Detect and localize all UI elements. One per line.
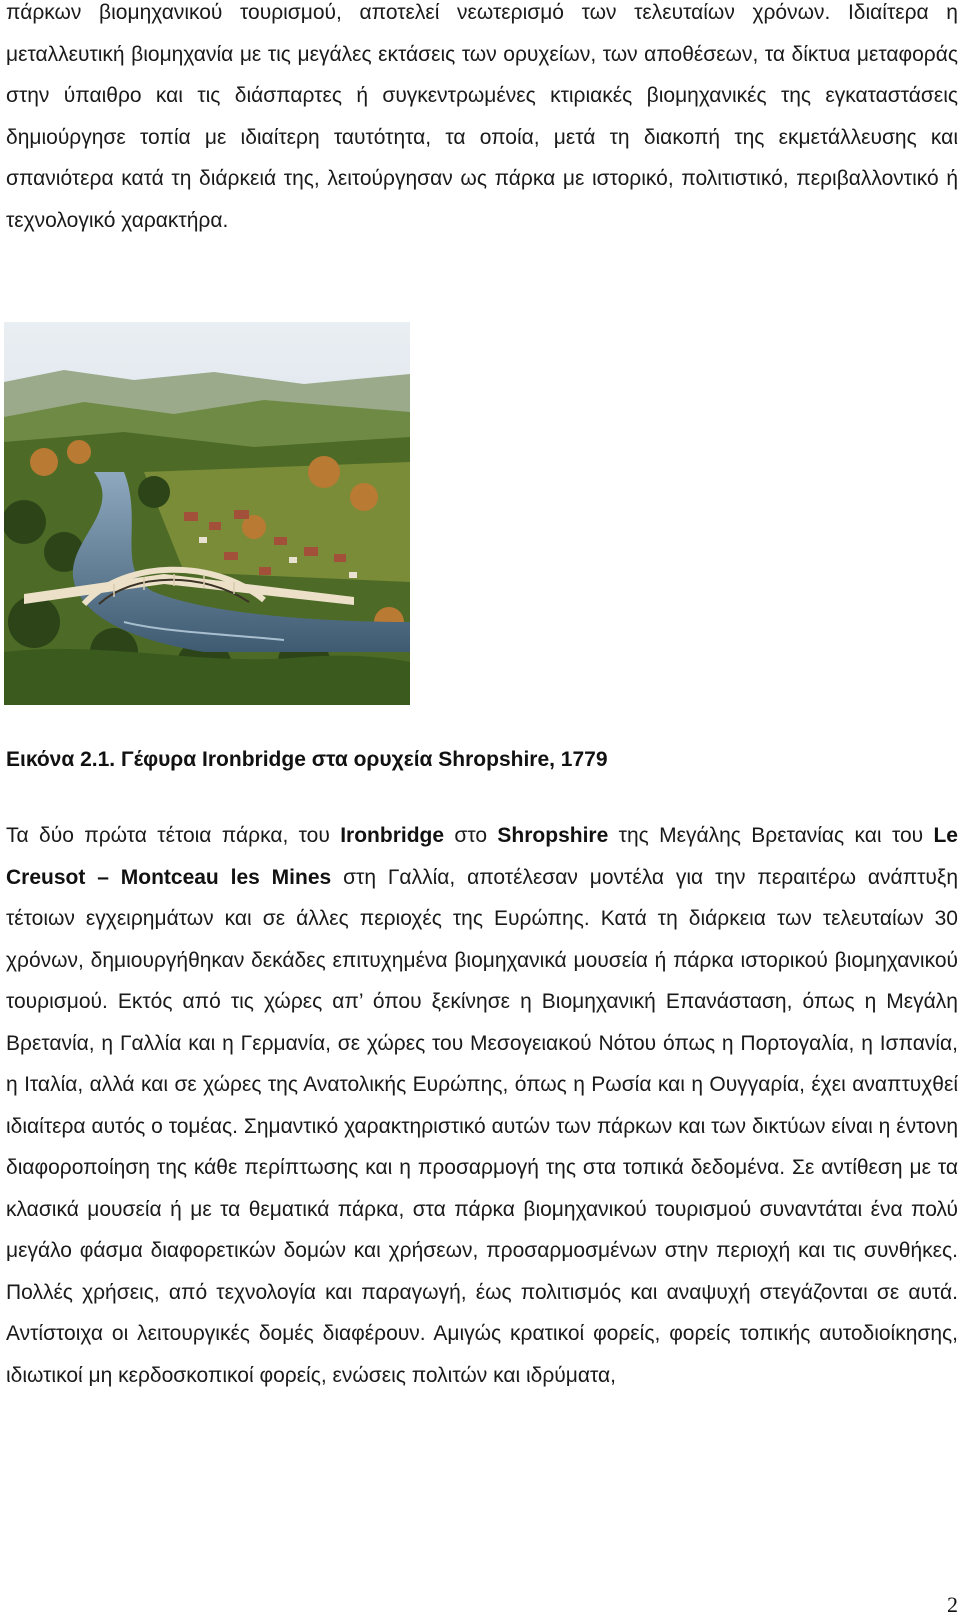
figure-caption: Εικόνα 2.1. Γέφυρα Ironbridge στα ορυχεία Shropshire, 1779: [6, 748, 608, 771]
main-paragraph-text: της Μεγάλης Βρετανίας και του: [608, 824, 934, 847]
main-paragraph-text: στη Γαλλία, αποτέλεσαν μοντέλα για την περαιτέρω ανάπτυξη τέτοιων εγχειρημάτων και σε άλλες περιοχές της Ευρώπης. Κατά τη διάρκεια των τελευταίων 30 χρόνων, δημιουργήθηκαν δεκάδες επιτυχημένα βιομηχανικά μουσεία ή πάρκα ιστορικού βιομηχανικού τουρισμού. Εκτός από τις χώρες απ’ όπου ξεκίνησε η Βιομηχανική Επανάσταση, όπως η Μεγάλη Βρετανία, η Γαλλία και η Γερμανία, σε χώρες του Μεσογειακού Νότου όπως η Πορτογαλία, η Ισπανία, η Ιταλία, αλλά και σε χώρες της Ανατολικής Ευρώπης, όπως η Ρωσία και η Ουγγαρία, έχει αναπτυχθεί ιδιαίτερα αυτός ο τομέας. Σημαντικό χαρακτηριστικό αυτών των πάρκων και των δικτύων είναι η έντονη διαφοροποίηση της κάθε περίπτωσης και η προσαρμογή της στα τοπικά δεδομένα. Σε αντίθεση με τα κλασικά μουσεία ή με τα θεματικά πάρκα, στα πάρκα βιομηχανικού τουρισμού συναντάται ένα πολύ μεγάλο φάσμα διαφορετικών δομών και χρήσεων, προσαρμοσμένων στην περιοχή και τις συνθήκες. Πολλές χρήσεις, από τεχνολογία και παραγωγή, έως πολιτισμός και αναψυχή στεγάζονται σε αυτά. Αντίστοιχα οι λειτουργικές δομές διαφέρουν. Αμιγώς κρατικοί φορείς, φορείς τοπικής αυτοδιοίκησης, ιδιωτικοί μη κερδοσκοπικοί φορείς, ενώσεις πολιτών και ιδρύματα,: [6, 865, 958, 1387]
ironbridge-term: Ironbridge: [340, 824, 445, 847]
shropshire-term: Shropshire: [497, 824, 609, 847]
le-creusot-term: Le Creusot – Montceau les Mines: [6, 824, 958, 889]
main-paragraph: [6, 815, 958, 1396]
main-paragraph-text: Τα δύο πρώτα τέτοια πάρκα, του: [6, 824, 341, 847]
page-number: 2: [947, 1592, 958, 1617]
intro-paragraph: πάρκων βιομηχανικού τουρισμού, αποτελεί νεωτερισμό των τελευταίων χρόνων. Ιδιαίτερα η μεταλλευτική βιομηχανία με τις μεγάλες εκτάσεις των ορυχείων, των αποθέσεων, τα δίκτυα μεταφοράς στην ύπαιθρο και τις διάσπαρτες ή συγκεντρωμένες κτιριακές βιομηχανικές της εγκαταστάσεις δημιούργησε τοπία με ιδιαίτερη ταυτότητα, τα οποία, μετά τη διακοπή της εκμετάλλευσης και σπανιότερα κατά τη διάρκειά της, λειτούργησαν ως πάρκα με ιστορικό, πολιτιστικό, περιβαλλοντικό ή τεχνολογικό χαρακτήρα.: [6, 1, 958, 232]
ironbridge-photo: [4, 322, 410, 705]
main-paragraph-text: στο: [444, 824, 498, 847]
